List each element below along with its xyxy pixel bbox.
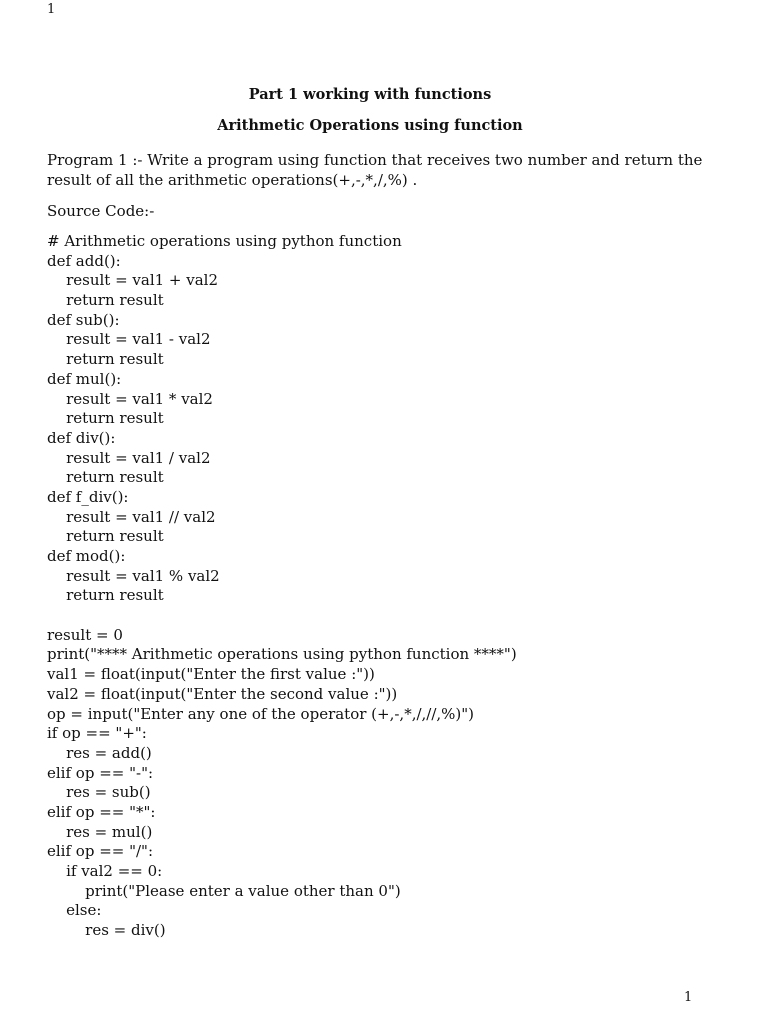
code-line: def mul(): bbox=[47, 369, 122, 388]
code-line: else: bbox=[47, 901, 102, 920]
code-line: def div(): bbox=[47, 428, 116, 447]
code-line: res = add() bbox=[47, 743, 152, 762]
code-line: # Arithmetic operations using python function bbox=[47, 232, 402, 250]
code-line: res = sub() bbox=[47, 783, 151, 802]
code-line: elif op == "/": bbox=[47, 842, 154, 861]
page-number-bottom: 1 bbox=[684, 990, 693, 1005]
code-line: def mod(): bbox=[47, 547, 126, 565]
code-line: return result bbox=[47, 291, 164, 310]
code-line: if val2 == 0: bbox=[47, 862, 163, 880]
code-line: res = mul() bbox=[47, 822, 153, 841]
code-block bbox=[47, 232, 517, 941]
code-line: return result bbox=[47, 350, 164, 369]
code-line: val2 = float(input("Enter the second value :")) bbox=[47, 684, 398, 703]
code-line: return result bbox=[47, 586, 164, 605]
code-line: if op == "+": bbox=[47, 724, 147, 743]
code-line: res = div() bbox=[47, 921, 166, 940]
code-line: def sub(): bbox=[47, 310, 120, 329]
code-line: def add(): bbox=[47, 251, 121, 270]
code-line: elif op == "*": bbox=[47, 802, 156, 821]
code-line bbox=[47, 606, 517, 626]
code-line: return result bbox=[47, 468, 164, 487]
code-line: op = input("Enter any one of the operator (+,-,*,/,//,%)") bbox=[47, 704, 475, 723]
code-line: print("Please enter a value other than 0") bbox=[47, 881, 401, 900]
code-line: def f_div(): bbox=[47, 487, 129, 506]
program-description: Program 1 :- Write a program using function that receives two number and return the result of all the arithmetic operations(+,-,*,/,%) . bbox=[47, 151, 703, 189]
page-number-top: 1 bbox=[47, 2, 56, 17]
code-line: result = val1 % val2 bbox=[47, 566, 220, 585]
code-line: result = val1 / val2 bbox=[47, 448, 211, 467]
code-line: elif op == "-": bbox=[47, 763, 154, 782]
code-line: result = val1 * val2 bbox=[47, 389, 213, 408]
page-subtitle: Arithmetic Operations using function bbox=[217, 117, 523, 134]
code-line: result = val1 + val2 bbox=[47, 271, 219, 290]
code-line: print("**** Arithmetic operations using python function ****") bbox=[47, 645, 517, 664]
code-line: result = val1 - val2 bbox=[47, 330, 211, 349]
code-line: return result bbox=[47, 527, 164, 546]
code-line: val1 = float(input("Enter the first value :")) bbox=[47, 665, 375, 684]
code-line: result = 0 bbox=[47, 625, 123, 644]
page-title: Part 1 working with functions bbox=[248, 86, 492, 103]
code-line: result = val1 // val2 bbox=[47, 507, 216, 526]
code-line: return result bbox=[47, 409, 164, 428]
source-code-label: Source Code:- bbox=[47, 202, 155, 220]
